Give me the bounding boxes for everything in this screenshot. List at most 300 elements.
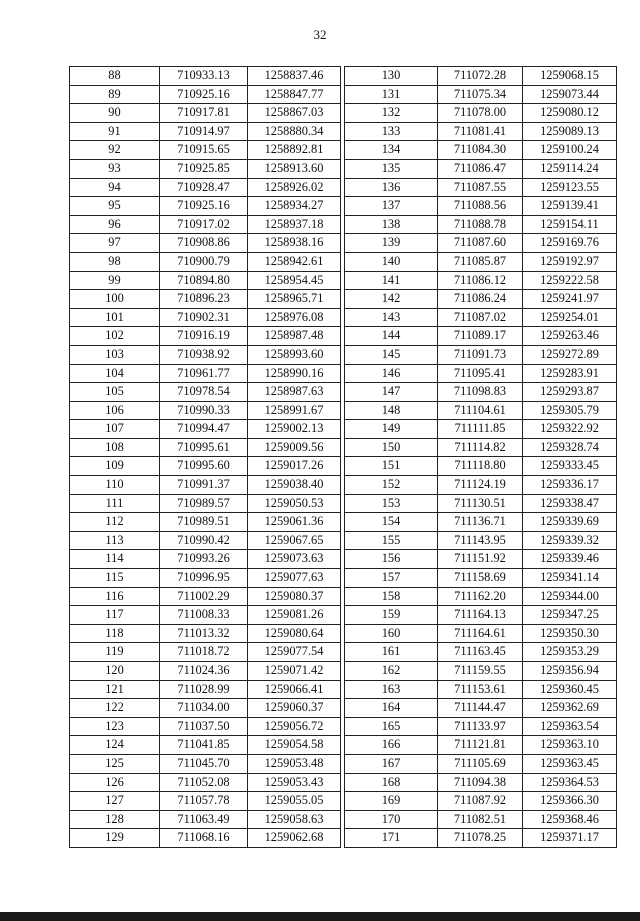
y-coordinate-cell: 1259192.97 [523,252,617,271]
x-coordinate-cell: 710925.16 [160,197,248,216]
point-number-cell: 135 [345,159,438,178]
x-coordinate-cell: 710915.65 [160,141,248,160]
y-coordinate-cell: 1259067.65 [248,531,341,550]
point-number-cell: 154 [345,513,438,532]
point-number-cell: 153 [345,494,438,513]
point-number-cell: 112 [70,513,160,532]
x-coordinate-cell: 710978.54 [160,383,248,402]
point-number-cell: 121 [70,680,160,699]
y-coordinate-cell: 1258954.45 [248,271,341,290]
y-coordinate-cell: 1259056.72 [248,717,341,736]
y-coordinate-cell: 1259077.63 [248,569,341,588]
table-row [345,67,617,86]
point-number-cell: 117 [70,606,160,625]
x-coordinate-cell: 711159.55 [438,662,523,681]
y-coordinate-cell: 1259169.76 [523,234,617,253]
x-coordinate-cell: 710961.77 [160,364,248,383]
y-coordinate-cell: 1258837.46 [248,67,341,86]
x-coordinate-cell: 711164.61 [438,624,523,643]
x-coordinate-cell: 710925.16 [160,85,248,104]
point-number-cell: 88 [70,67,160,86]
coordinates-tables [69,66,617,848]
x-coordinate-cell: 711052.08 [160,773,248,792]
table-row [70,792,341,811]
y-coordinate-cell: 1259071.42 [248,662,341,681]
y-coordinate-cell: 1259060.37 [248,699,341,718]
x-coordinate-cell: 711008.33 [160,606,248,625]
point-number-cell: 140 [345,252,438,271]
table-row [70,85,341,104]
point-number-cell: 169 [345,792,438,811]
y-coordinate-cell: 1258892.81 [248,141,341,160]
point-number-cell: 94 [70,178,160,197]
x-coordinate-cell: 711002.29 [160,587,248,606]
x-coordinate-cell: 710996.95 [160,569,248,588]
y-coordinate-cell: 1259058.63 [248,810,341,829]
point-number-cell: 105 [70,383,160,402]
x-coordinate-cell: 711068.16 [160,829,248,848]
point-number-cell: 108 [70,438,160,457]
table-row [70,699,341,718]
y-coordinate-cell: 1259066.41 [248,680,341,699]
table-row [345,327,617,346]
y-coordinate-cell: 1259322.92 [523,420,617,439]
coordinates-table-right [344,66,617,848]
table-row [70,401,341,420]
table-row [70,680,341,699]
x-coordinate-cell: 711057.78 [160,792,248,811]
x-coordinate-cell: 711086.12 [438,271,523,290]
y-coordinate-cell: 1259293.87 [523,383,617,402]
point-number-cell: 139 [345,234,438,253]
y-coordinate-cell: 1259347.25 [523,606,617,625]
y-coordinate-cell: 1259055.05 [248,792,341,811]
table-row [70,587,341,606]
table-row [70,345,341,364]
table-row [345,773,617,792]
table-row [70,754,341,773]
x-coordinate-cell: 711162.20 [438,587,523,606]
x-coordinate-cell: 711087.92 [438,792,523,811]
point-number-cell: 107 [70,420,160,439]
table-row [345,85,617,104]
y-coordinate-cell: 1259017.26 [248,457,341,476]
x-coordinate-cell: 711091.73 [438,345,523,364]
table-row [70,829,341,848]
point-number-cell: 132 [345,104,438,123]
x-coordinate-cell: 711143.95 [438,531,523,550]
x-coordinate-cell: 710994.47 [160,420,248,439]
y-coordinate-cell: 1258913.60 [248,159,341,178]
y-coordinate-cell: 1258990.16 [248,364,341,383]
table-row [345,401,617,420]
point-number-cell: 110 [70,476,160,495]
table-row [70,364,341,383]
point-number-cell: 131 [345,85,438,104]
y-coordinate-cell: 1259139.41 [523,197,617,216]
table-row [345,215,617,234]
point-number-cell: 124 [70,736,160,755]
point-number-cell: 103 [70,345,160,364]
point-number-cell: 158 [345,587,438,606]
x-coordinate-cell: 711153.61 [438,680,523,699]
x-coordinate-cell: 710902.31 [160,308,248,327]
y-coordinate-cell: 1258976.08 [248,308,341,327]
table-row [70,624,341,643]
point-number-cell: 166 [345,736,438,755]
table-row [70,252,341,271]
y-coordinate-cell: 1259353.29 [523,643,617,662]
y-coordinate-cell: 1259114.24 [523,159,617,178]
coordinates-table-right-body [345,67,617,848]
table-row [345,569,617,588]
table-row [70,438,341,457]
table-row [345,606,617,625]
x-coordinate-cell: 710928.47 [160,178,248,197]
x-coordinate-cell: 711151.92 [438,550,523,569]
y-coordinate-cell: 1258880.34 [248,122,341,141]
y-coordinate-cell: 1258987.63 [248,383,341,402]
table-row [345,234,617,253]
point-number-cell: 164 [345,699,438,718]
x-coordinate-cell: 710995.60 [160,457,248,476]
point-number-cell: 98 [70,252,160,271]
x-coordinate-cell: 711024.36 [160,662,248,681]
table-row [70,290,341,309]
point-number-cell: 157 [345,569,438,588]
x-coordinate-cell: 710989.57 [160,494,248,513]
table-row [345,345,617,364]
point-number-cell: 170 [345,810,438,829]
point-number-cell: 116 [70,587,160,606]
point-number-cell: 120 [70,662,160,681]
x-coordinate-cell: 711041.85 [160,736,248,755]
point-number-cell: 148 [345,401,438,420]
table-row [345,438,617,457]
x-coordinate-cell: 710995.61 [160,438,248,457]
y-coordinate-cell: 1259081.26 [248,606,341,625]
table-row [345,624,617,643]
y-coordinate-cell: 1259336.17 [523,476,617,495]
x-coordinate-cell: 711082.51 [438,810,523,829]
point-number-cell: 113 [70,531,160,550]
table-row [70,215,341,234]
y-coordinate-cell: 1258991.67 [248,401,341,420]
y-coordinate-cell: 1259254.01 [523,308,617,327]
x-coordinate-cell: 711084.30 [438,141,523,160]
point-number-cell: 162 [345,662,438,681]
y-coordinate-cell: 1259061.36 [248,513,341,532]
point-number-cell: 168 [345,773,438,792]
x-coordinate-cell: 711089.17 [438,327,523,346]
table-row [345,550,617,569]
point-number-cell: 149 [345,420,438,439]
x-coordinate-cell: 711075.34 [438,85,523,104]
x-coordinate-cell: 710990.42 [160,531,248,550]
y-coordinate-cell: 1259050.53 [248,494,341,513]
x-coordinate-cell: 711087.60 [438,234,523,253]
y-coordinate-cell: 1259080.64 [248,624,341,643]
point-number-cell: 155 [345,531,438,550]
table-row [70,643,341,662]
table-row [70,141,341,160]
table-row [70,420,341,439]
point-number-cell: 133 [345,122,438,141]
point-number-cell: 125 [70,754,160,773]
y-coordinate-cell: 1259053.48 [248,754,341,773]
point-number-cell: 160 [345,624,438,643]
y-coordinate-cell: 1259344.00 [523,587,617,606]
table-row [345,122,617,141]
y-coordinate-cell: 1259363.10 [523,736,617,755]
y-coordinate-cell: 1258965.71 [248,290,341,309]
y-coordinate-cell: 1259089.13 [523,122,617,141]
table-row [70,606,341,625]
x-coordinate-cell: 710989.51 [160,513,248,532]
y-coordinate-cell: 1259338.47 [523,494,617,513]
y-coordinate-cell: 1258987.48 [248,327,341,346]
point-number-cell: 89 [70,85,160,104]
y-coordinate-cell: 1259073.44 [523,85,617,104]
x-coordinate-cell: 711087.55 [438,178,523,197]
x-coordinate-cell: 710933.13 [160,67,248,86]
y-coordinate-cell: 1259363.45 [523,754,617,773]
y-coordinate-cell: 1259371.17 [523,829,617,848]
x-coordinate-cell: 710938.92 [160,345,248,364]
x-coordinate-cell: 711158.69 [438,569,523,588]
table-row [345,290,617,309]
point-number-cell: 138 [345,215,438,234]
point-number-cell: 100 [70,290,160,309]
point-number-cell: 147 [345,383,438,402]
table-row [345,587,617,606]
x-coordinate-cell: 710993.26 [160,550,248,569]
x-coordinate-cell: 711164.13 [438,606,523,625]
y-coordinate-cell: 1259362.69 [523,699,617,718]
y-coordinate-cell: 1259263.46 [523,327,617,346]
y-coordinate-cell: 1259339.46 [523,550,617,569]
table-row [70,717,341,736]
point-number-cell: 111 [70,494,160,513]
x-coordinate-cell: 711104.61 [438,401,523,420]
x-coordinate-cell: 710925.85 [160,159,248,178]
point-number-cell: 156 [345,550,438,569]
table-row [345,513,617,532]
y-coordinate-cell: 1258934.27 [248,197,341,216]
x-coordinate-cell: 711133.97 [438,717,523,736]
table-row [70,197,341,216]
table-row [70,476,341,495]
point-number-cell: 101 [70,308,160,327]
table-row [345,736,617,755]
y-coordinate-cell: 1259077.54 [248,643,341,662]
table-row [70,104,341,123]
y-coordinate-cell: 1259073.63 [248,550,341,569]
y-coordinate-cell: 1259154.11 [523,215,617,234]
page-number: 32 [313,27,327,42]
x-coordinate-cell: 710900.79 [160,252,248,271]
point-number-cell: 141 [345,271,438,290]
table-row [345,754,617,773]
point-number-cell: 122 [70,699,160,718]
y-coordinate-cell: 1258942.61 [248,252,341,271]
x-coordinate-cell: 711088.78 [438,215,523,234]
table-row [70,513,341,532]
y-coordinate-cell: 1259356.94 [523,662,617,681]
y-coordinate-cell: 1258926.02 [248,178,341,197]
point-number-cell: 119 [70,643,160,662]
point-number-cell: 163 [345,680,438,699]
x-coordinate-cell: 710917.02 [160,215,248,234]
table-row [70,383,341,402]
y-coordinate-cell: 1259123.55 [523,178,617,197]
scan-bottom-edge [0,912,640,921]
table-row [345,476,617,495]
point-number-cell: 129 [70,829,160,848]
y-coordinate-cell: 1259053.43 [248,773,341,792]
point-number-cell: 104 [70,364,160,383]
table-row [70,457,341,476]
point-number-cell: 96 [70,215,160,234]
x-coordinate-cell: 711063.49 [160,810,248,829]
point-number-cell: 143 [345,308,438,327]
y-coordinate-cell: 1259368.46 [523,810,617,829]
coordinates-table-left [69,66,341,848]
point-number-cell: 151 [345,457,438,476]
x-coordinate-cell: 711136.71 [438,513,523,532]
y-coordinate-cell: 1259363.54 [523,717,617,736]
x-coordinate-cell: 711121.81 [438,736,523,755]
y-coordinate-cell: 1258938.16 [248,234,341,253]
x-coordinate-cell: 710990.33 [160,401,248,420]
point-number-cell: 118 [70,624,160,643]
table-row [70,308,341,327]
table-row [70,67,341,86]
table-row [345,494,617,513]
point-number-cell: 97 [70,234,160,253]
point-number-cell: 126 [70,773,160,792]
table-row [70,494,341,513]
x-coordinate-cell: 711124.19 [438,476,523,495]
y-coordinate-cell: 1259339.69 [523,513,617,532]
y-coordinate-cell: 1259241.97 [523,290,617,309]
table-row [70,810,341,829]
point-number-cell: 167 [345,754,438,773]
point-number-cell: 130 [345,67,438,86]
table-row [345,104,617,123]
x-coordinate-cell: 711095.41 [438,364,523,383]
y-coordinate-cell: 1259341.14 [523,569,617,588]
table-row [345,457,617,476]
table-row [70,178,341,197]
x-coordinate-cell: 711086.24 [438,290,523,309]
table-row [345,680,617,699]
point-number-cell: 144 [345,327,438,346]
point-number-cell: 142 [345,290,438,309]
point-number-cell: 115 [70,569,160,588]
table-row [70,122,341,141]
point-number-cell: 150 [345,438,438,457]
x-coordinate-cell: 710916.19 [160,327,248,346]
table-row [70,159,341,178]
table-row [345,383,617,402]
y-coordinate-cell: 1259360.45 [523,680,617,699]
y-coordinate-cell: 1259328.74 [523,438,617,457]
point-number-cell: 92 [70,141,160,160]
table-row [345,829,617,848]
table-row [345,717,617,736]
y-coordinate-cell: 1259054.58 [248,736,341,755]
point-number-cell: 171 [345,829,438,848]
point-number-cell: 95 [70,197,160,216]
y-coordinate-cell: 1259366.30 [523,792,617,811]
table-row [345,531,617,550]
x-coordinate-cell: 711098.83 [438,383,523,402]
y-coordinate-cell: 1259339.32 [523,531,617,550]
y-coordinate-cell: 1259350.30 [523,624,617,643]
point-number-cell: 91 [70,122,160,141]
y-coordinate-cell: 1259080.12 [523,104,617,123]
table-row [345,159,617,178]
point-number-cell: 137 [345,197,438,216]
y-coordinate-cell: 1259272.89 [523,345,617,364]
table-row [70,271,341,290]
table-row [345,420,617,439]
table-row [70,550,341,569]
x-coordinate-cell: 711114.82 [438,438,523,457]
table-row [70,773,341,792]
table-row [70,569,341,588]
x-coordinate-cell: 711111.85 [438,420,523,439]
x-coordinate-cell: 710908.86 [160,234,248,253]
x-coordinate-cell: 711088.56 [438,197,523,216]
x-coordinate-cell: 711078.25 [438,829,523,848]
point-number-cell: 109 [70,457,160,476]
table-row [70,327,341,346]
y-coordinate-cell: 1259038.40 [248,476,341,495]
x-coordinate-cell: 710914.97 [160,122,248,141]
x-coordinate-cell: 711013.32 [160,624,248,643]
y-coordinate-cell: 1259100.24 [523,141,617,160]
y-coordinate-cell: 1259068.15 [523,67,617,86]
point-number-cell: 99 [70,271,160,290]
x-coordinate-cell: 711144.47 [438,699,523,718]
y-coordinate-cell: 1259283.91 [523,364,617,383]
y-coordinate-cell: 1259305.79 [523,401,617,420]
point-number-cell: 90 [70,104,160,123]
table-row [345,197,617,216]
x-coordinate-cell: 711028.99 [160,680,248,699]
table-row [345,252,617,271]
x-coordinate-cell: 710894.80 [160,271,248,290]
table-row [345,141,617,160]
x-coordinate-cell: 711045.70 [160,754,248,773]
y-coordinate-cell: 1259364.53 [523,773,617,792]
x-coordinate-cell: 711163.45 [438,643,523,662]
point-number-cell: 159 [345,606,438,625]
x-coordinate-cell: 711037.50 [160,717,248,736]
point-number-cell: 146 [345,364,438,383]
table-row [345,364,617,383]
x-coordinate-cell: 711034.00 [160,699,248,718]
x-coordinate-cell: 711130.51 [438,494,523,513]
point-number-cell: 114 [70,550,160,569]
point-number-cell: 152 [345,476,438,495]
y-coordinate-cell: 1259222.58 [523,271,617,290]
y-coordinate-cell: 1259062.68 [248,829,341,848]
x-coordinate-cell: 710896.23 [160,290,248,309]
table-row [70,234,341,253]
